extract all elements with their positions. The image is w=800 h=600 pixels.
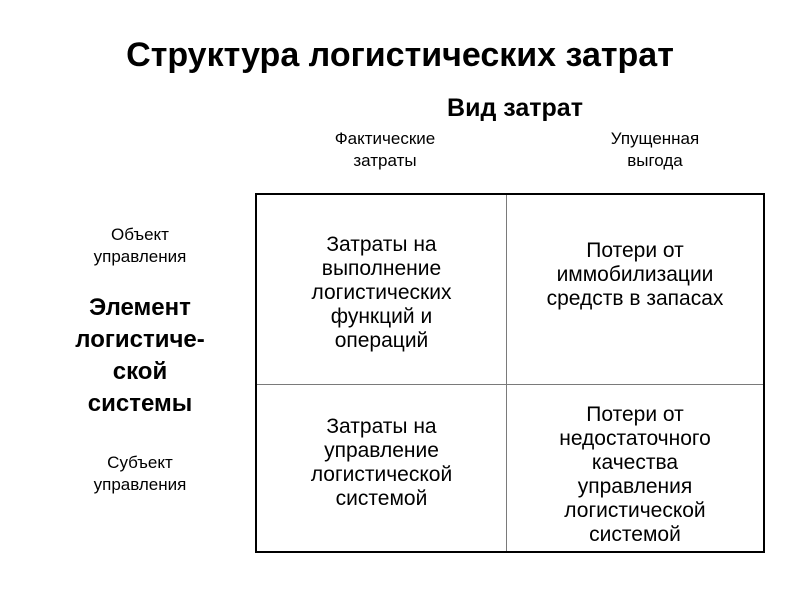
- matrix-cell-object-lost: Потери от иммобилизации средств в запасах: [507, 195, 763, 385]
- matrix-cell-object-actual: Затраты на выполнение логистических функций и операций: [257, 195, 507, 385]
- matrix-cell-subject-lost: Потери от недостаточного качества управления логистической системой: [559, 403, 711, 546]
- row-header-management-subject: Субъект управления: [93, 453, 187, 494]
- column-header-lost-profit: Упущенная выгода: [610, 129, 700, 170]
- row-header-management-object: Объект управления: [93, 225, 187, 266]
- column-header-actual-costs: Фактические затраты: [334, 129, 436, 170]
- cost-type-axis-title: Вид затрат: [447, 94, 583, 122]
- diagram-title: Структура логистических затрат: [126, 36, 674, 74]
- cost-matrix: [255, 193, 765, 553]
- element-axis-label: Элемент логистиче- ской системы: [75, 294, 205, 417]
- matrix-cell-subject-actual: Затраты на управление логистической системой: [257, 385, 507, 551]
